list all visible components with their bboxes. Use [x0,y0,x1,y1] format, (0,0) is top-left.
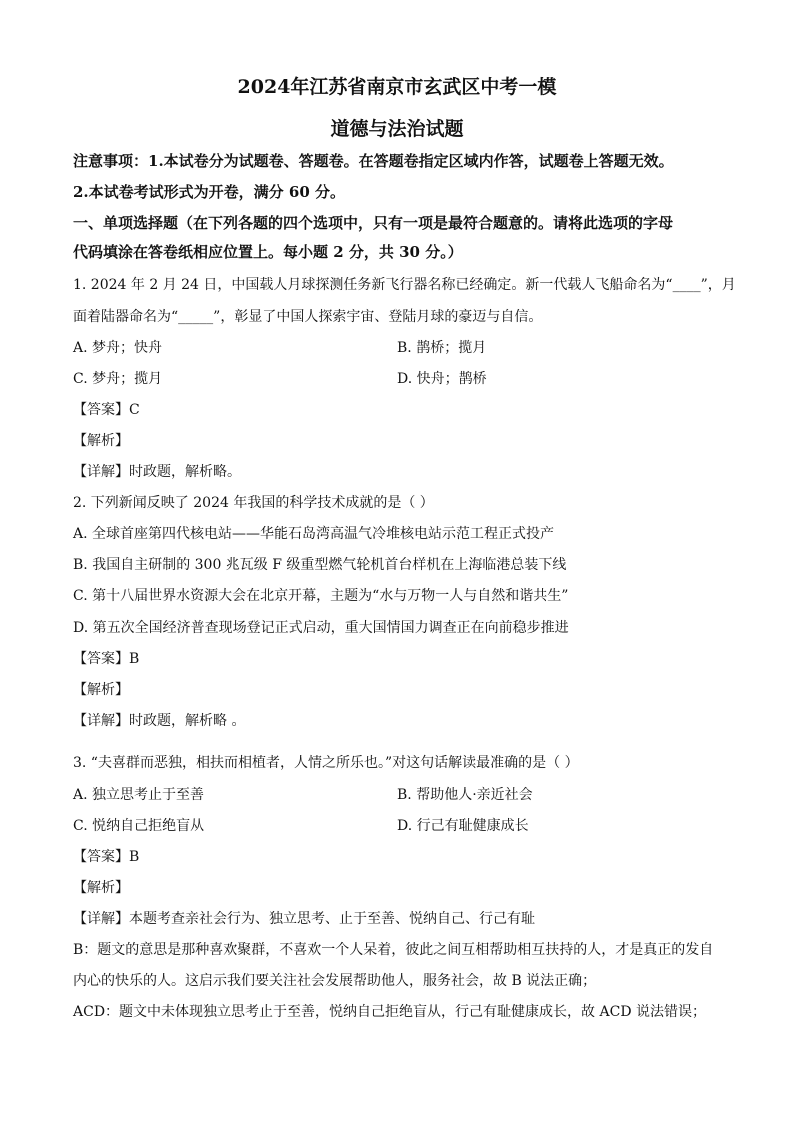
q3-analysis: 【解析】 [73,880,129,896]
q3-explanation-b-line-2: 内心的快乐的人。这启示我们要关注社会发展帮助他人，服务社会，故 B 说法正确； [73,973,597,989]
q2-option-c: C. 第十八届世界水资源大会在北京开幕，主题为“水与万物一人与自然和谐共生” [73,588,569,604]
page-title: 2024年江苏省南京市玄武区中考一模 [237,76,557,98]
q3-option-b: B. 帮助他人·亲近社会 [397,787,533,803]
q1-option-d: D. 快舟；鹊桥 [397,371,487,387]
q3-option-a: A. 独立思考止于至善 [73,787,205,803]
q2-option-b: B. 我国自主研制的 300 兆瓦级 F 级重型燃气轮机首台样机在上海临港总装下线 [73,557,567,573]
notes-line-1: 注意事项：1.本试卷分为试题卷、答题卷。在答题卷指定区域内作答，试题卷上答题无效。 [73,152,674,170]
q2-stem: 2. 下列新闻反映了 2024 年我国的科学技术成就的是（ ） [73,495,434,511]
q3-explanation-acd: ACD：题文中未体现独立思考止于至善，悦纳自己拒绝盲从，行己有耻健康成长，故 ACD 说法错误； [73,1004,706,1020]
q2-option-a: A. 全球首座第四代核电站——华能石岛湾高温气冷堆核电站示范工程正式投产 [73,526,555,542]
q1-answer: 【答案】C [73,402,140,418]
q2-analysis: 【解析】 [73,682,129,698]
q2-detail: 【详解】时政题，解析略 。 [73,713,246,729]
q1-detail: 【详解】时政题，解析略。 [73,464,241,480]
q3-explanation-b-line-1: B：题文的意思是那种喜欢聚群，不喜欢一个人呆着，彼此之间互相帮助相互扶持的人，才是真正的发自 [73,942,714,958]
section-heading-line-1: 一、单项选择题（在下列各题的四个选项中，只有一项是最符合题意的。请将此选项的字母 [73,214,674,232]
q1-option-a: A. 梦舟；快舟 [73,340,163,356]
q1-stem-line-1: 1. 2024 年 2 月 24 日，中国载人月球探测任务新飞行器名称已经确定。新一代载人飞船命名为“____”，月 [73,277,736,293]
q3-answer: 【答案】B [73,849,140,865]
q3-stem: 3. “夫喜群而恶独，相扶而相植者，人情之所乐也。”对这句话解读最准确的是（ ） [73,755,579,771]
q1-option-c: C. 梦舟；揽月 [73,371,163,387]
q3-option-c: C. 悦纳自己拒绝盲从 [73,818,205,834]
q3-option-d: D. 行己有耻健康成长 [397,818,529,834]
page-subtitle: 道德与法治试题 [330,118,464,140]
notes-line-2: 2.本试卷考试形式为开卷，满分 60 分。 [73,183,345,201]
q3-detail: 【详解】本题考查亲社会行为、独立思考、止于至善、悦纳自己、行己有耻 [73,911,535,927]
q1-analysis: 【解析】 [73,433,129,449]
q2-answer: 【答案】B [73,651,140,667]
q1-option-b: B. 鹊桥；揽月 [397,340,487,356]
section-heading-line-2: 代码填涂在答卷纸相应位置上。每小题 2 分，共 30 分。） [73,243,463,261]
q2-option-d: D. 第五次全国经济普查现场登记正式启动，重大国情国力调查正在向前稳步推进 [73,620,569,636]
q1-stem-line-2: 面着陆器命名为“_____”，彰显了中国人探索宇宙、登陆月球的豪迈与自信。 [73,309,543,325]
